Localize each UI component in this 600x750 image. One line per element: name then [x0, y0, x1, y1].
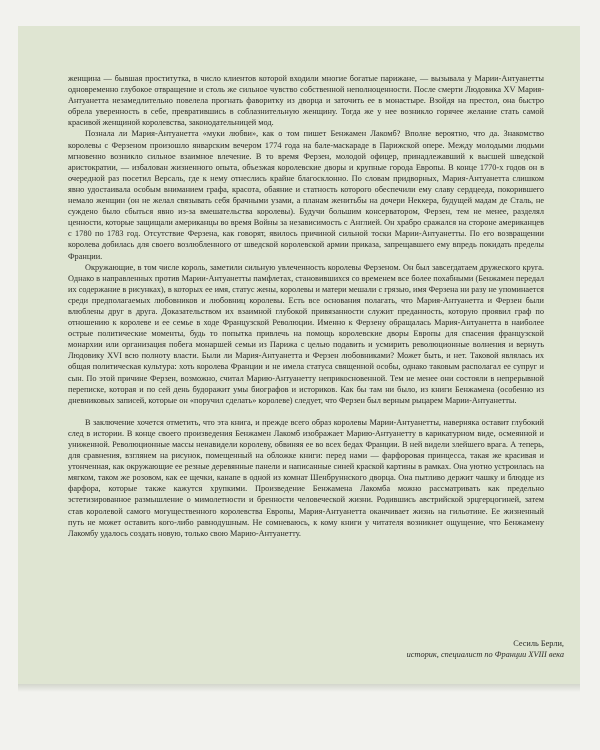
paragraph-3: Окружающие, в том числе король, заметили сильную увлеченность королевы Ферзеном. Он был завсегдатаем дружеского круга. Однако в направленных против Марии-Антуанетты памфлетах, становившихся со временем все более похабными (Бенжамен передал их содержание в рисунках), в которых ее имя, статус жены, королевы и матери мешали с грязью, имя Ферзена ни разу не упоминается среди предполагаемых любовников и любовниц королевы. Есть все основания полагать, что Мария-Антуанетта и Ферзен были влюблены друг в друга. Доказательством их взаимной глубокой привязанности служит преданность, которую проявил граф по отношению к королеве и ее семье в ходе Французской Революции. Именно к Ферзену обращалась Мария-Антуанетта в наиболее острые политические моменты, будь то попытка привлечь на помощь королевские дворы Европы для спасения французской монархии или организация побега монаршей семьи из Парижа с целью подавить и усмирить революционные волнения и вернуть Людовику XVI всю полноту власти. Были ли Мария-Антуанетта и Ферзен любовниками? Может быть, и нет. Таковой являлась их общая политическая культура: хоть королева Франции и не имела статуса священной особы, однако таковым располагал ее супруг и сын. По этой причине Ферзен, возможно, считал Марию-Антуанетту неприкосновенной. Тем не менее они состояли в непрерывной переписке, которая и по сей день будоражит умы биографов и историков. Как бы там ни было, из книги Бенжамена (особенно из дневниковых записей, которые он «поручил сделать» королеве) следует, что Ферзен был верным рыцарем Марии-Антуанетты.: [68, 262, 544, 405]
author-role: историк, специалист по Франции XVIII века: [406, 650, 564, 660]
page-shadow: [18, 684, 580, 692]
paragraph-4: В заключение хочется отметить, что эта книга, и прежде всего образ королевы Марии-Антуанетты, наверняка оставит глубокий след в истории. В конце своего произведения Бенжамен Лакомб изображает Марию-Антуанетту в карикатурном виде, осмеянной и униженной. Революционные массы ненавидели королеву, обвиняя ее во всех бедах Франции. В ней видели злейшего врага. А теперь, для сравнения, взглянем на рисунок, помещенный на обложке книги: перед нами — фарфоровая принцесса, такая же красивая и утонченная, как окружающие ее резные деревянные панели и написанные синей краской картины в рамках. Она уютно устроилась на мягком, таком же розовом, как ее щечки, канапе в одной из комнат Шенбруннского дворца. Она пытливо держит чашку и блюдце из фарфора, которые также кажутся хрупкими. Произведение Бенжамена Лакомба можно рассматривать как предельно эстетизированное размышление о мимолетности и бренности человеческой жизни. Родившись австрийской эрцгерцогиней, затем став королевой самого могущественного королевства Европы, Мария-Антуанетта оканчивает жизнь на гильотине. Ее жизненный путь не может оставить кого-либо равнодушным. Не сомневаюсь, к кому книги у читателя возникнет ощущение, что Бенжамену Лакомбу удалось создать новую, только свою Марию-Антуанетту.: [68, 417, 544, 538]
signature-block: [407, 638, 564, 660]
author-name: Сесиль Берли,: [513, 639, 564, 648]
paragraph-1: женщина — бывшая проститутка, в число клиентов которой входили многие богатые парижане, — вызывала у Марии-Антуанетты одновременно глубокое отвращение и столь же сильное чувство собственной неполноценности. После смерти Людовика XV Мария-Антуанетта незамедлительно повелела прогнать фаворитку из дворца и заточить ее в монастыре. Взойдя на престол, она быстро обрела уверенность в себе, превратившись в соблазнительную женщину. Тогда же у нее возникло горячее желание стать самой красивой женщиной королевства, законодательницей мод.: [68, 74, 544, 128]
paragraph-2: Познала ли Мария-Антуанетта «муки любви», как о том пишет Бенжамен Лакомб? Вполне вероятно, что да. Знакомство королевы с Ферзеном произошло январским вечером 1774 года на бале-маскараде в Парижской опере. Между молодыми людьми мгновенно возникло сильное взаимное влечение. В то время Ферзен, молодой офицер, принадлежавший к высшей шведской аристократии, — избалован жизненного опыта, объезжая королевские дворы и крупные города Европы. В конце 1770-х годов он в очередной раз посетил Версаль, где к нему отнеслись крайне благосклонно. По словам придворных, Мария-Антуанетта слишком явно удостаивала особым вниманием графа, красота, обаяние и статность которого обеспечили ему славу сердцееда, покорившего немало женщин (он не желал связывать себя брачными узами, а планам женитьбы на дочери Неккера, будущей мадам де Сталь, не суждено было сбыться явно из-за вмешательства королевы). Будучи большим консерватором, Ферзен, тем не менее, разделял ценности, которые защищали американцы во время Войны за независимость с Англией. Он храбро сражался на стороне американцев с 1780 по 1783 год. Отсутствие Ферзена, как говорят, явилось причиной сильной тоски Марии-Антуанетты. По его возвращении королева добилась для своего возлюбленного от шведской королевской армии приказа, запрещавшего ему впредь покидать пределы Франции.: [68, 129, 544, 261]
body-text: [68, 73, 544, 539]
